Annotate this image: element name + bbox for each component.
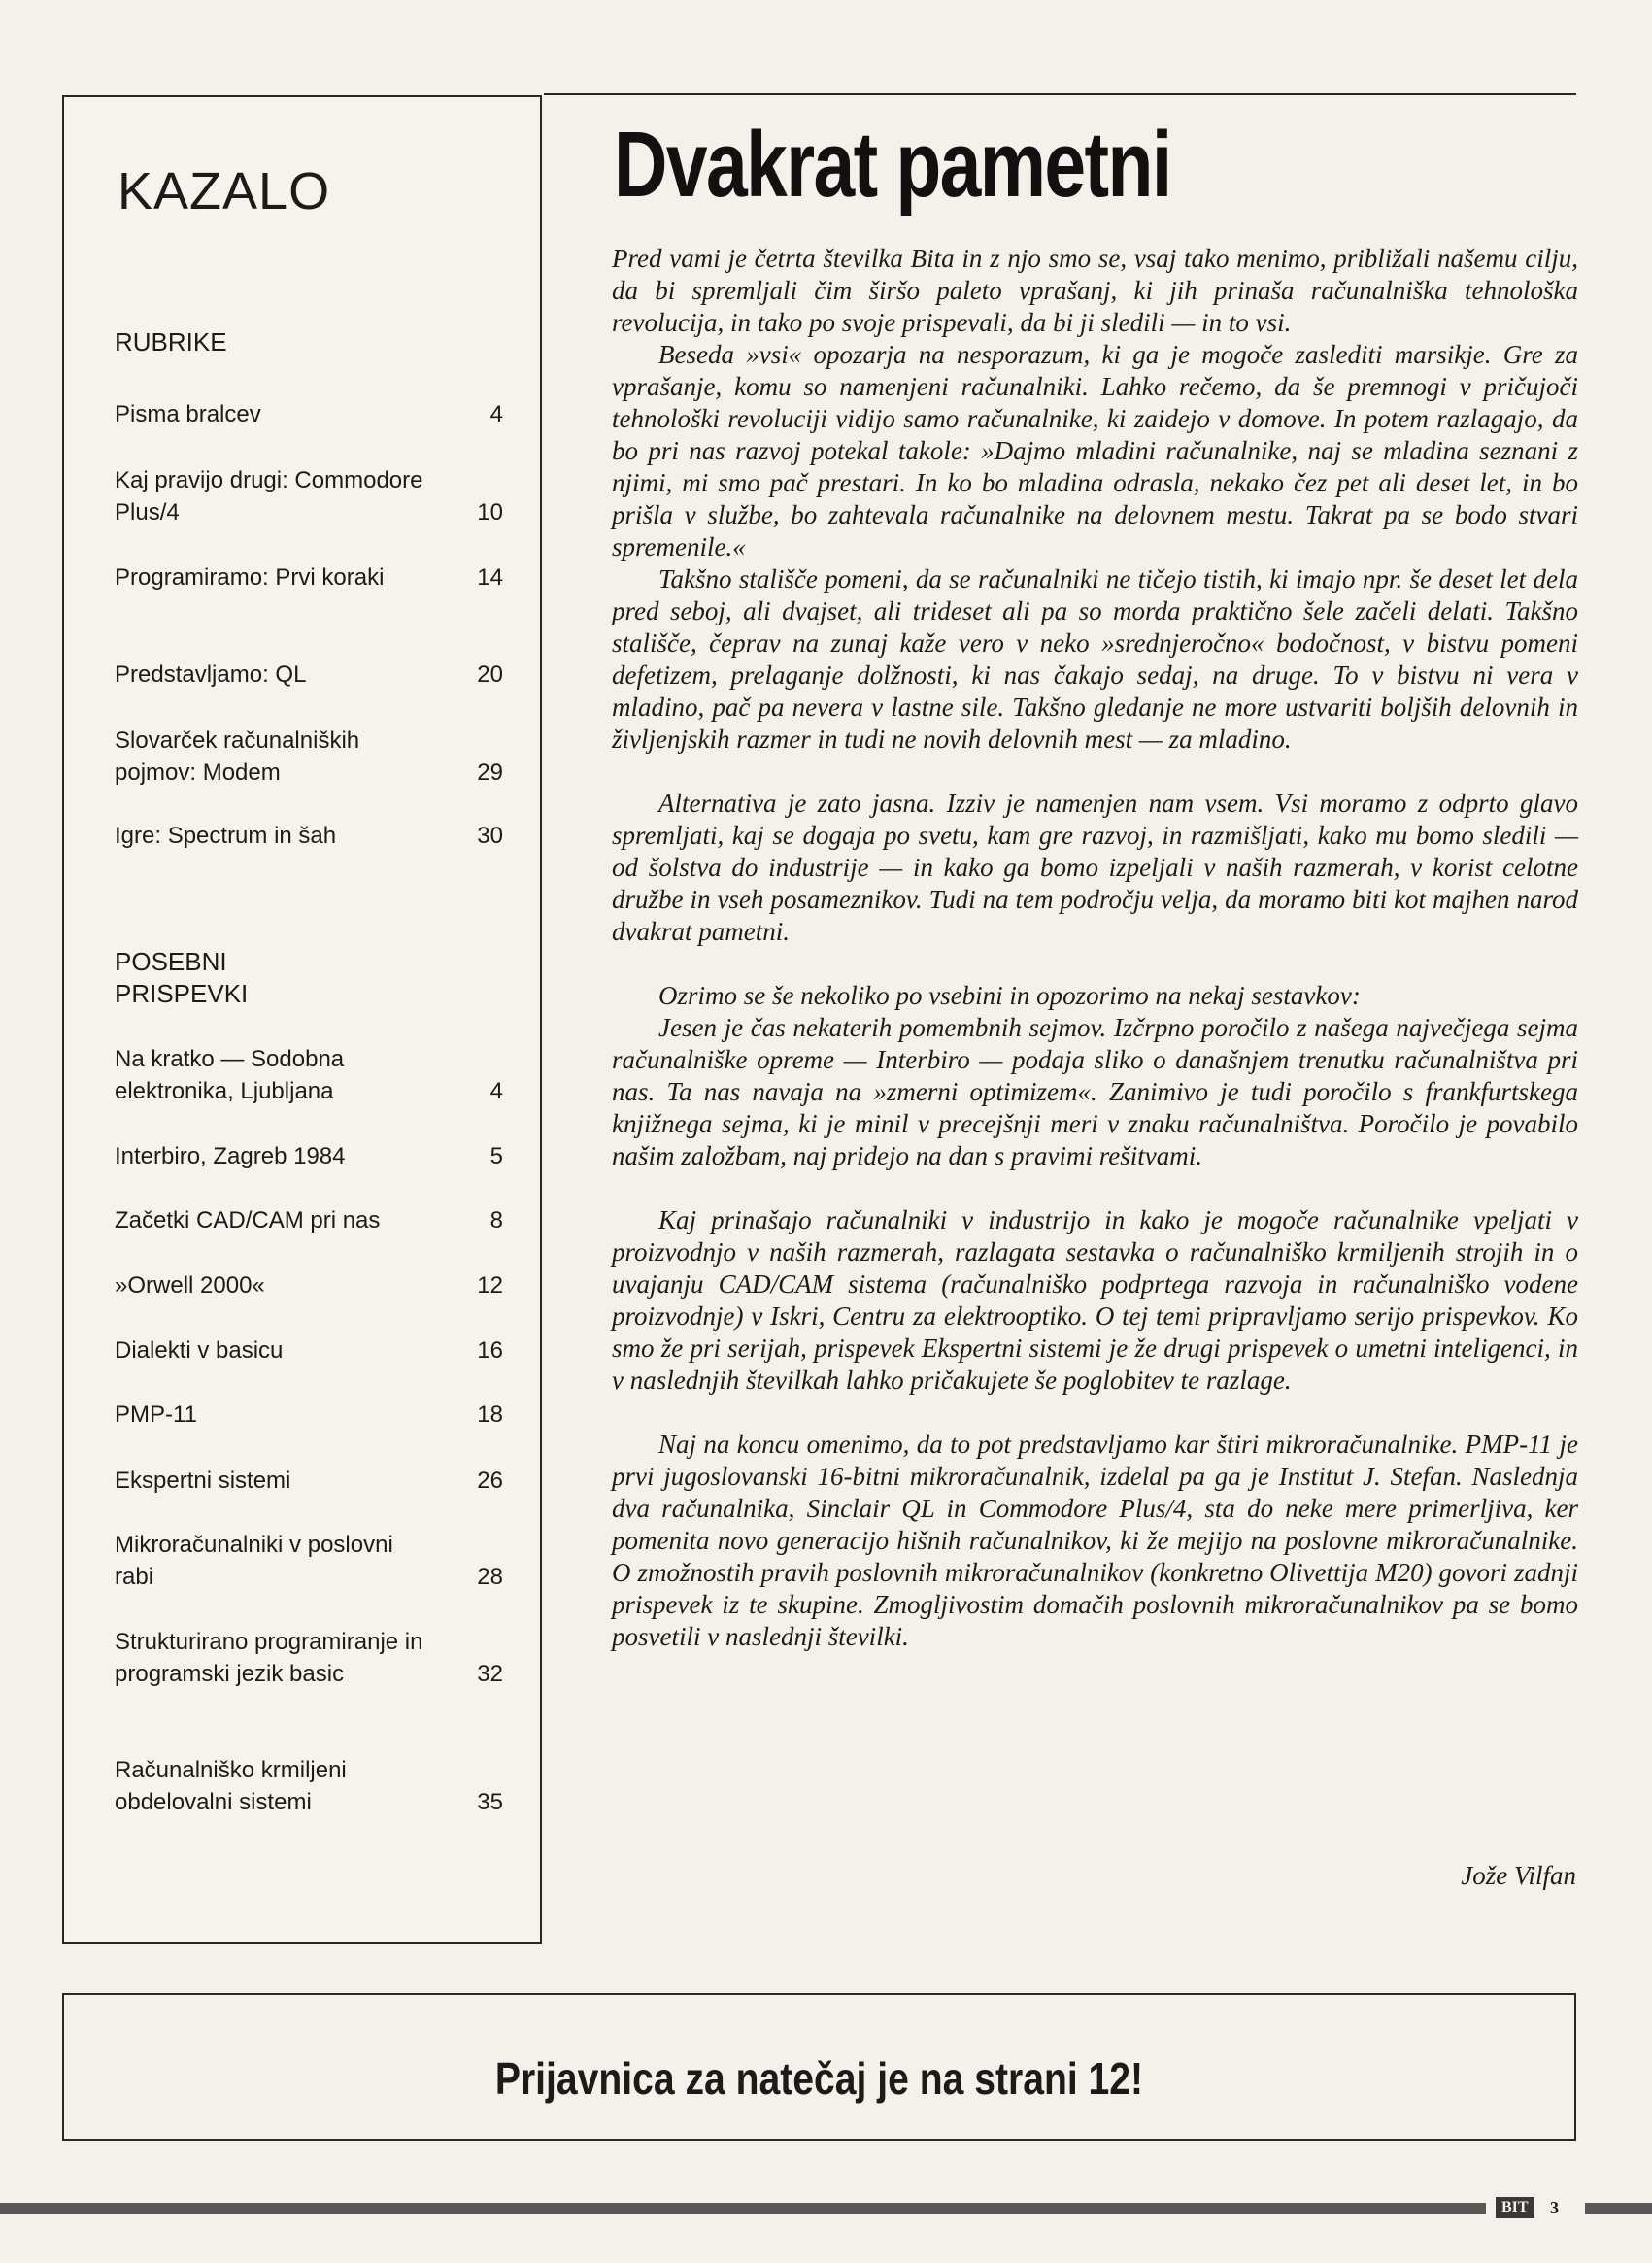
toc-item-label: Na kratko — Sodobna elektronika, Ljubljana	[115, 1046, 345, 1104]
toc-item[interactable]	[115, 464, 503, 528]
toc-item[interactable]	[115, 725, 503, 789]
toc-item-page: 16	[477, 1337, 503, 1364]
article-paragraph: Naj na koncu omenimo, da to pot predstavljamo kar štiri mikroračunalnike. PMP-11 je prvi jugoslovanski 16-bitni mikroračunalnik, izdelal pa ga je Institut J. Stefan. Naslednja dva računalnika, Sinclair QL in Commodore Plus/4, sta do neke mere primerljiva, ker pomenita novo generacijo hišnih računalnikov, ki že mejijo na poslovne mikroračunalnike. O zmožnostih pravih poslovnih mikroračunalnikov (konkretno Olivettija M20) govori zadnji prispevek iz te skupine. Zmogljivostim domačih poslovnih mikroračunalnikov pa se bomo posvetili v naslednji številki.	[612, 1430, 1578, 1651]
toc-item[interactable]	[115, 1140, 503, 1172]
toc-item-label: Programiramo: Prvi koraki	[115, 564, 385, 591]
article-body	[612, 243, 1578, 1653]
toc-item-label: Mikroračunalniki v poslovni rabi	[115, 1532, 393, 1590]
toc-item-label: Strukturirano programiranje in programski jezik basic	[115, 1629, 423, 1687]
toc-item-label: Računalniško krmiljeni obdelovalni sistemi	[115, 1757, 347, 1815]
toc-item[interactable]	[115, 1399, 503, 1431]
footer-bar	[0, 2203, 1486, 2214]
toc-item-page: 28	[477, 1564, 503, 1590]
toc-item[interactable]	[115, 561, 503, 593]
contest-banner	[62, 1993, 1576, 2141]
article-paragraph: Takšno stališče pomeni, da se računalniki ne tičejo tistih, ki imajo npr. še deset let dela pred seboj, ali dvajset, ali trideset ali pa so morda praktično šele začeli delati. Takšno stališče, čeprav na zunaj kaže vero v neko »srednjeročno« bodočnost, v bistvu pomeni defetizem, prelaganje dolžnosti, ki nas čakajo sedaj, na druge. To v bistvu ni vera v mladino, pač pa nevera v lastne sile. Takšno gledanje ne more ustvariti boljših delovnih in življenjskih razmer in tudi ne novih delovnih mest — za mladino.	[612, 564, 1578, 754]
toc-item-page: 26	[477, 1468, 503, 1494]
section-heading-posebni-prispevki: POSEBNI PRISPEVKI	[115, 947, 249, 1008]
article-signature: Jože Vilfan	[1461, 1861, 1576, 1890]
toc-item[interactable]	[115, 1529, 503, 1593]
toc-item-page: 14	[477, 564, 503, 591]
article-paragraph: Jesen je čas nekaterih pomembnih sejmov. Izčrpno poročilo z našega največjega sejma računalniške opreme — Interbiro — podaja sliko o današnjem trenutku računalništva pri nas. Ta nas navaja na »zmerni optimizem«. Zanimivo je tudi poročilo s frankfurtskega knjižnega sejma, ki je minil v precejšnji meri v znaku računalništva. Poročilo je povabilo našim založbam, naj pridejo na dan s pravimi rešitvami.	[612, 1013, 1578, 1170]
toc-item-page: 20	[477, 661, 503, 688]
toc-item-page: 35	[477, 1789, 503, 1815]
toc-item-page: 12	[477, 1272, 503, 1299]
article-headline: Dvakrat pametni	[614, 113, 1171, 217]
toc-item-label: Kaj pravijo drugi: Commodore Plus/4	[115, 467, 423, 525]
table-of-contents	[62, 95, 542, 1944]
header-rule	[544, 93, 1576, 95]
toc-item-page: 30	[477, 823, 503, 849]
section-heading-rubrike: RUBRIKE	[115, 327, 227, 356]
toc-item-page: 4	[489, 401, 503, 427]
footer-brand-logo: BIT	[1496, 2197, 1534, 2218]
toc-item[interactable]	[115, 1269, 503, 1301]
toc-item-label: Igre: Spectrum in šah	[115, 823, 337, 849]
toc-item-label: Predstavljamo: QL	[115, 661, 307, 688]
banner-text: Prijavnica za natečaj je na strani 12!	[494, 2053, 1144, 2104]
toc-item-page: 5	[489, 1143, 503, 1169]
toc-item-label: Slovarček računalniških pojmov: Modem	[115, 727, 360, 786]
toc-item[interactable]	[115, 1334, 503, 1367]
toc-item-page: 18	[477, 1402, 503, 1428]
toc-item-label: Začetki CAD/CAM pri nas	[115, 1207, 381, 1233]
toc-item-page: 29	[477, 760, 503, 786]
toc-item-label: Interbiro, Zagreb 1984	[115, 1143, 346, 1169]
toc-item[interactable]	[115, 1754, 503, 1818]
article-paragraph: Ozrimo se še nekoliko po vsebini in opozorimo na nekaj sestavkov:	[658, 981, 1361, 1010]
toc-item-label: PMP-11	[115, 1402, 197, 1428]
toc-item[interactable]	[115, 398, 503, 430]
toc-item-label: Dialekti v basicu	[115, 1337, 284, 1364]
footer-bar-right	[1585, 2203, 1652, 2214]
toc-item[interactable]	[115, 820, 503, 852]
toc-item[interactable]	[115, 1626, 503, 1690]
article-paragraph: Beseda »vsi« opozarja na nesporazum, ki ga je mogoče zaslediti marsikje. Gre za vprašanje, komu so namenjeni računalniki. Lahko rečemo, da še premnogi v pričujoči tehnološki revoluciji vidijo samo računalnike, ki zaidejo v domove. In potem razlagajo, da bo pri nas razvoj potekal takole: »Dajmo mladini računalnike, naj se mladina seznani z njimi, mi smo pač prestari. In ko bo mladina odrasla, nekako čez pet ali deset let, in bo prišla v službe, bo zahtevala računalnike na delovnem mestu. Takrat pa se bodo stvari spremenile.«	[612, 340, 1578, 561]
toc-item-label: Ekspertni sistemi	[115, 1468, 291, 1494]
article-paragraph: Kaj prinašajo računalniki v industrijo in kako je mogoče računalnike vpeljati v proizvodnjo v naših razmerah, razlagata sestavka o računalniško krmiljenih strojih in o uvajanju CAD/CAM sistema (računalniško podprtega razvoja in računalniško vodene proizvodnje) v Iskri, Centru za elektrooptiko. O tej temi pripravljamo serijo prispevkov. Ko smo že pri serijah, prispevek Ekspertni sistemi je že drugi prispevek o umetni inteligenci, in v naslednjih številkah lahko pričakujete še poglobitev te razlage.	[612, 1205, 1578, 1395]
toc-item-page: 10	[477, 499, 503, 525]
toc-item[interactable]	[115, 659, 503, 691]
page-number: 3	[1550, 2198, 1559, 2217]
article-paragraph: Alternativa je zato jasna. Izziv je namenjen nam vsem. Vsi moramo z odprto glavo spremljati, kaj se dogaja po svetu, kam gre razvoj, in razmišljati, kako mu bomo sledili — od šolstva do industrije — in kako ga bomo izpeljali v naših razmerah, v korist celotne družbe in vseh posameznikov. Tudi na tem področju velja, da moramo biti kot majhen narod dvakrat pametni.	[612, 789, 1578, 946]
toc-item-page: 4	[489, 1078, 503, 1104]
toc-item-page: 32	[477, 1661, 503, 1687]
toc-item[interactable]	[115, 1043, 503, 1107]
toc-item[interactable]	[115, 1204, 503, 1236]
toc-item-label: »Orwell 2000«	[115, 1272, 265, 1299]
article-paragraph: Pred vami je četrta številka Bita in z njo smo se, vsaj tako menimo, približali našemu cilju, da bi spremljali čim širšo paleto vprašanj, ki jih prinaša računalniška tehnološka revolucija, in tako po svoje prispevali, da bi ji sledili — in to vsi.	[612, 244, 1578, 337]
toc-title: KAZALO	[118, 162, 331, 220]
toc-item-label: Pisma bralcev	[115, 401, 261, 427]
toc-item[interactable]	[115, 1465, 503, 1497]
toc-item-page: 8	[489, 1207, 503, 1233]
